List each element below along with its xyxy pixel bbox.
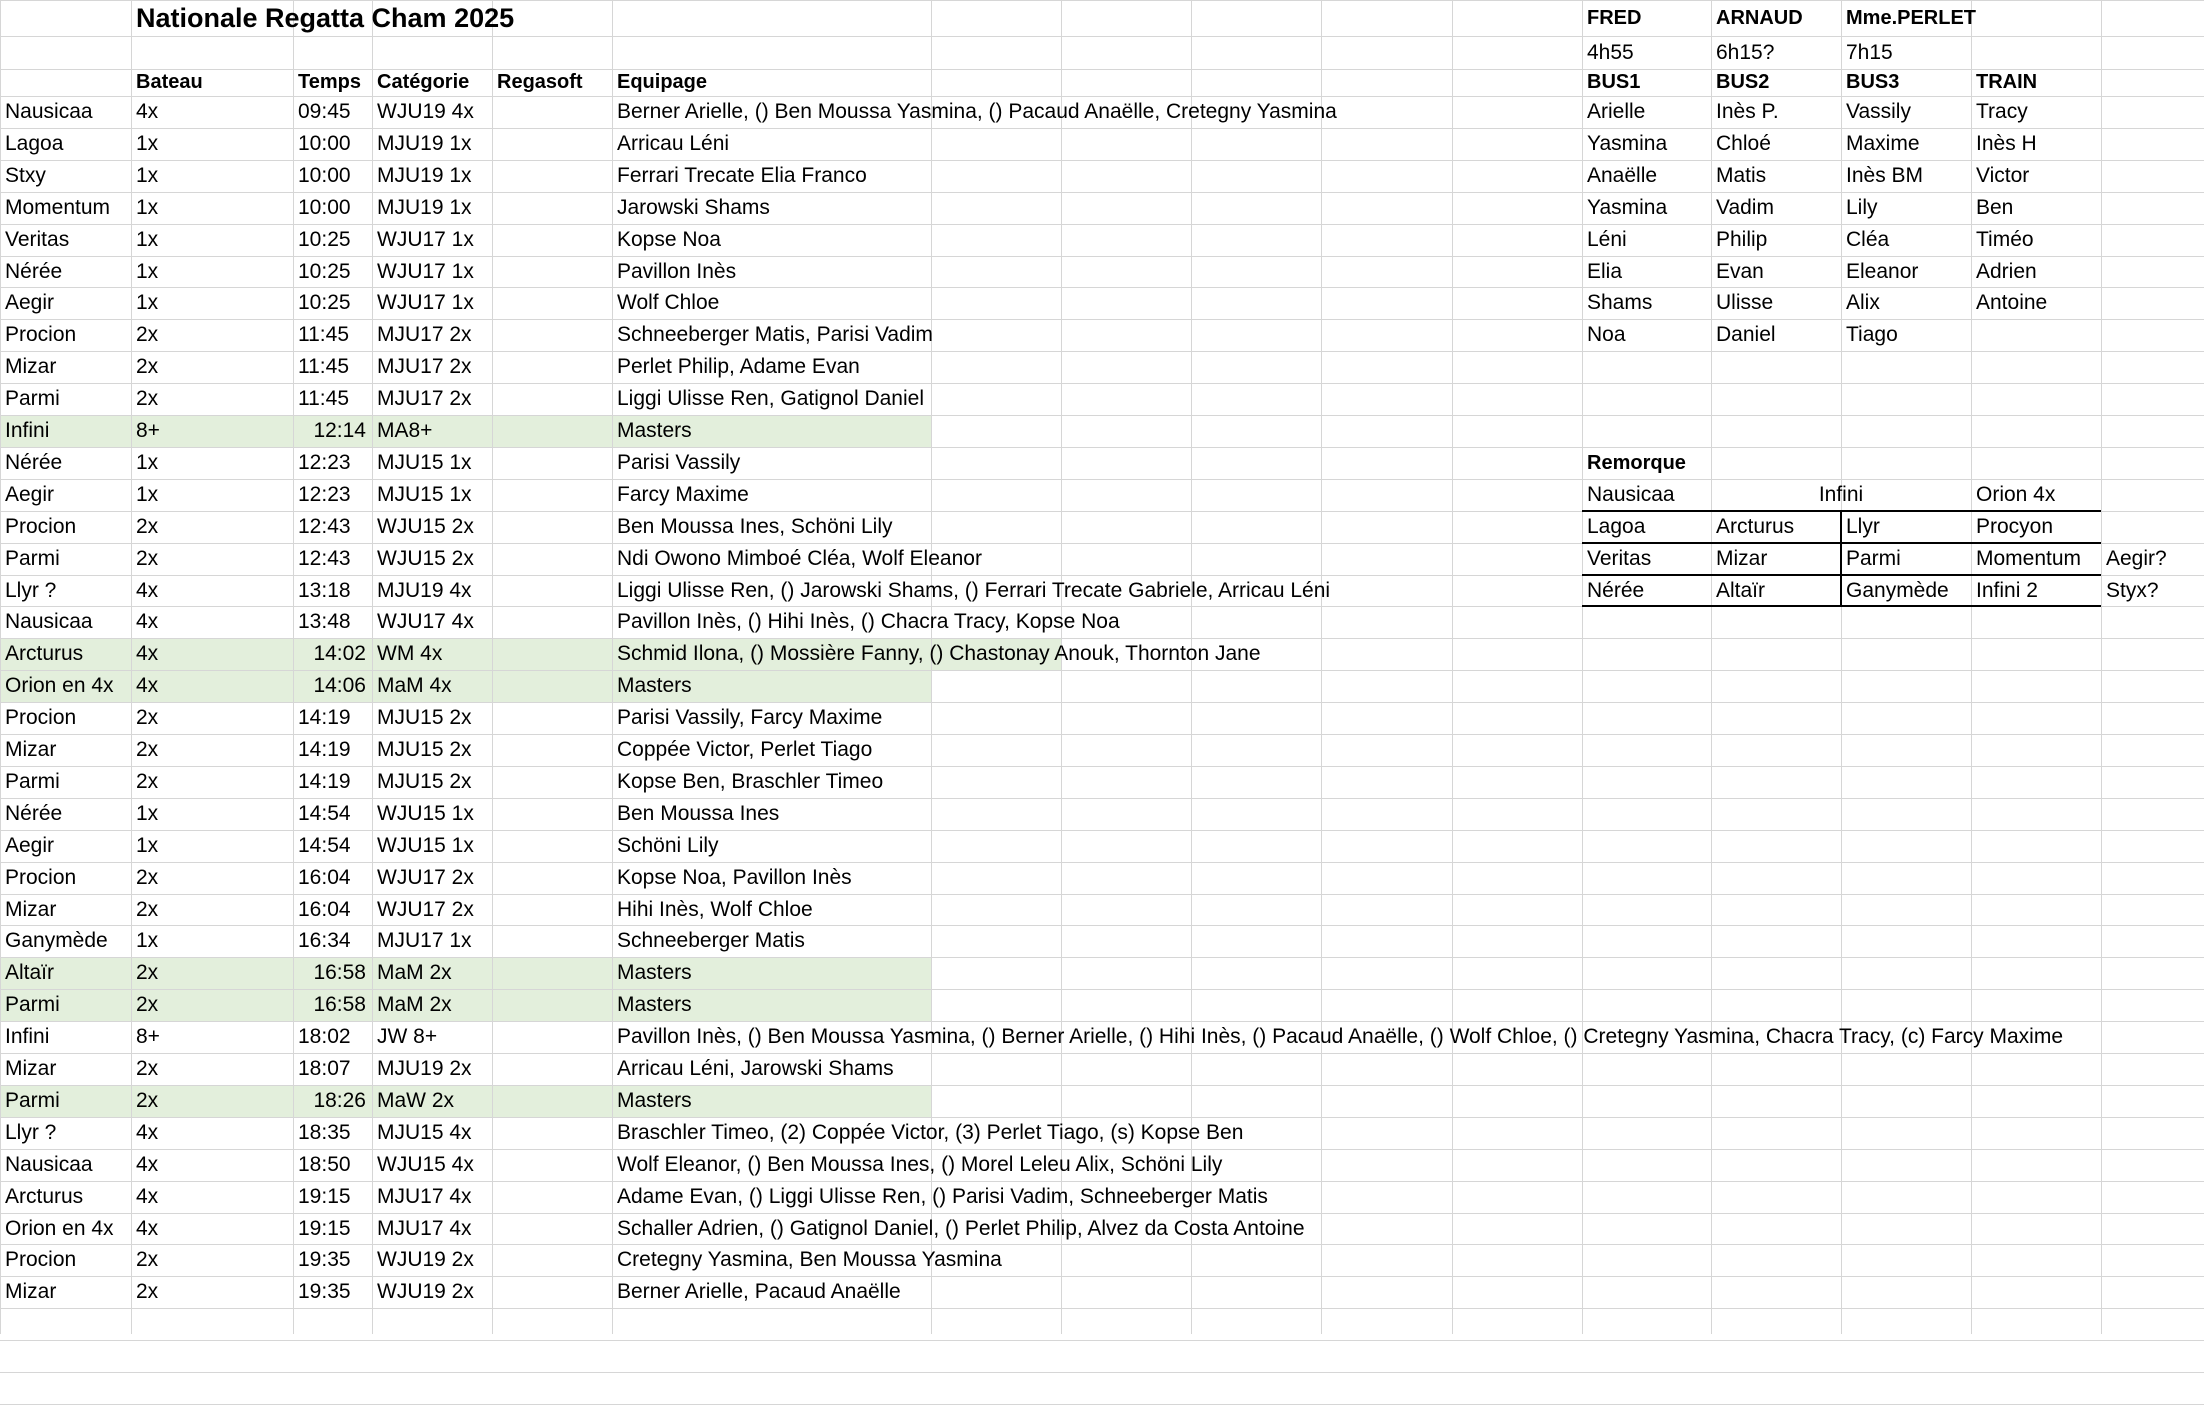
- boat-name-cell[interactable]: Infini: [5, 1025, 50, 1049]
- category-cell[interactable]: MJU19 1x: [377, 131, 472, 155]
- trailer-boat-cell[interactable]: Procyon: [1976, 514, 2054, 538]
- passenger-cell[interactable]: Inès H: [1976, 131, 2037, 155]
- passenger-cell[interactable]: Lily: [1846, 195, 1878, 219]
- boat-type-cell[interactable]: 1x: [136, 833, 159, 857]
- boat-type-cell[interactable]: 2x: [136, 323, 159, 347]
- driver-name-cell[interactable]: FRED: [1587, 7, 1642, 29]
- transport-header-cell[interactable]: TRAIN: [1976, 71, 2038, 93]
- boat-name-cell[interactable]: Procion: [5, 706, 77, 730]
- boat-type-cell[interactable]: 1x: [136, 131, 159, 155]
- passenger-cell[interactable]: Antoine: [1976, 291, 2048, 315]
- start-time-cell[interactable]: 11:45: [298, 387, 349, 411]
- boat-name-cell[interactable]: Infini: [5, 419, 50, 442]
- start-time-cell[interactable]: 16:04: [298, 865, 351, 889]
- trailer-boat-cell[interactable]: Arcturus: [1716, 514, 1795, 538]
- start-time-cell[interactable]: 18:07: [298, 1057, 351, 1080]
- trailer-boat-cell[interactable]: Parmi: [1846, 546, 1901, 570]
- passenger-cell[interactable]: Yasmina: [1587, 195, 1668, 219]
- category-cell[interactable]: JW 8+: [377, 1025, 438, 1049]
- boat-name-cell[interactable]: Parmi: [5, 993, 60, 1017]
- passenger-cell[interactable]: Ben: [1976, 195, 2014, 219]
- crew-cell[interactable]: Kopse Noa, Pavillon Inès: [617, 865, 852, 889]
- boat-name-cell[interactable]: Arcturus: [5, 1184, 84, 1208]
- boat-name-cell[interactable]: Parmi: [5, 546, 60, 570]
- crew-cell[interactable]: Masters: [617, 674, 692, 698]
- category-cell[interactable]: MJU15 2x: [377, 706, 472, 730]
- crew-cell[interactable]: Ben Moussa Ines, Schöni Lily: [617, 514, 893, 538]
- passenger-cell[interactable]: Vassily: [1846, 100, 1911, 123]
- boat-name-cell[interactable]: Parmi: [5, 769, 60, 793]
- boat-type-cell[interactable]: 1x: [136, 450, 159, 474]
- start-time-cell[interactable]: 16:58: [313, 961, 366, 985]
- crew-cell[interactable]: Wolf Chloe: [617, 291, 720, 315]
- boat-type-cell[interactable]: 2x: [136, 1057, 159, 1080]
- category-cell[interactable]: WJU19 4x: [377, 100, 474, 123]
- boat-name-cell[interactable]: Orion en 4x: [5, 674, 114, 698]
- passenger-cell[interactable]: Evan: [1716, 259, 1764, 283]
- boat-type-cell[interactable]: 8+: [136, 419, 160, 442]
- crew-cell[interactable]: Schöni Lily: [617, 833, 719, 857]
- driver-name-cell[interactable]: ARNAUD: [1716, 7, 1803, 29]
- category-cell[interactable]: MaM 2x: [377, 961, 452, 985]
- boat-type-cell[interactable]: 2x: [136, 387, 159, 411]
- grid-column-line: [2101, 0, 2102, 1334]
- start-time-cell[interactable]: 12:43: [298, 514, 351, 538]
- passenger-cell[interactable]: Léni: [1587, 227, 1627, 251]
- start-time-cell[interactable]: 10:00: [298, 131, 351, 155]
- category-cell[interactable]: WJU15 1x: [377, 801, 474, 825]
- boat-name-cell[interactable]: Nausicaa: [5, 610, 93, 634]
- boat-name-cell[interactable]: Nérée: [5, 259, 63, 283]
- crew-cell[interactable]: Schmid Ilona, () Mossière Fanny, () Chastonay Anouk, Thornton Jane: [617, 642, 1261, 666]
- start-time-cell[interactable]: 13:48: [298, 610, 351, 634]
- start-time-cell[interactable]: 12:23: [298, 450, 351, 474]
- boat-name-cell[interactable]: Orion en 4x: [5, 1216, 114, 1240]
- crew-cell[interactable]: Schneeberger Matis: [617, 929, 805, 953]
- grid-column-line: [0, 0, 1, 1334]
- grid-column-line: [1711, 0, 1712, 1334]
- boat-type-cell[interactable]: 2x: [136, 738, 159, 761]
- category-cell[interactable]: WJU19 2x: [377, 1248, 474, 1272]
- crew-cell[interactable]: Masters: [617, 1088, 692, 1112]
- boat-type-cell[interactable]: 2x: [136, 546, 159, 570]
- start-time-cell[interactable]: 09:45: [298, 100, 351, 123]
- category-cell[interactable]: WJU17 1x: [377, 259, 474, 283]
- boat-name-cell[interactable]: Mizar: [5, 738, 57, 761]
- category-cell[interactable]: MaW 2x: [377, 1088, 455, 1112]
- start-time-cell[interactable]: 16:58: [313, 993, 366, 1017]
- passenger-cell[interactable]: Timéo: [1976, 227, 2034, 251]
- start-time-cell[interactable]: 18:35: [298, 1120, 351, 1144]
- boat-type-cell[interactable]: 2x: [136, 1248, 159, 1272]
- passenger-cell[interactable]: Cléa: [1846, 227, 1890, 251]
- grid-column-line: [1452, 0, 1453, 1334]
- passenger-cell[interactable]: Shams: [1587, 291, 1653, 315]
- remorque-title[interactable]: Remorque: [1587, 451, 1686, 474]
- crew-cell[interactable]: Braschler Timeo, (2) Coppée Victor, (3) Perlet Tiago, (s) Kopse Ben: [617, 1120, 1244, 1144]
- boat-name-cell[interactable]: Procion: [5, 323, 77, 347]
- start-time-cell[interactable]: 12:23: [298, 482, 351, 506]
- start-time-cell[interactable]: 13:18: [298, 578, 351, 602]
- crew-cell[interactable]: Pavillon Inès, () Ben Moussa Yasmina, () Berner Arielle, () Hihi Inès, () Pacaud Anaëlle, () Wolf Chloe, () Cretegny Yasmina, Chacra Tracy, (c) Farcy Maxime: [617, 1025, 2064, 1049]
- boat-type-cell[interactable]: 2x: [136, 897, 159, 921]
- boat-name-cell[interactable]: Procion: [5, 514, 77, 538]
- crew-cell[interactable]: Parisi Vassily, Farcy Maxime: [617, 706, 883, 730]
- grid-column-line: [1582, 0, 1583, 1334]
- crew-cell[interactable]: Liggi Ulisse Ren, Gatignol Daniel: [617, 387, 924, 411]
- category-cell[interactable]: WJU17 1x: [377, 291, 474, 315]
- crew-cell[interactable]: Berner Arielle, Pacaud Anaëlle: [617, 1280, 901, 1304]
- boat-type-cell[interactable]: 4x: [136, 578, 159, 602]
- grid-column-line: [492, 0, 493, 1334]
- category-cell[interactable]: MJU15 1x: [377, 482, 472, 506]
- trailer-border: [1840, 511, 1842, 607]
- passenger-cell[interactable]: Vadim: [1716, 195, 1774, 219]
- category-cell[interactable]: MJU15 4x: [377, 1120, 472, 1144]
- trailer-boat-cell[interactable]: Momentum: [1976, 546, 2082, 570]
- passenger-cell[interactable]: Victor: [1976, 163, 2030, 187]
- crew-cell[interactable]: Schneeberger Matis, Parisi Vadim: [617, 323, 933, 347]
- trailer-boat-cell[interactable]: Infini 2: [1976, 578, 2038, 602]
- boat-name-cell[interactable]: Mizar: [5, 355, 57, 379]
- trailer-boat-cell[interactable]: Mizar: [1716, 546, 1768, 570]
- boat-name-cell[interactable]: Parmi: [5, 1088, 60, 1112]
- category-cell[interactable]: MJU15 2x: [377, 738, 472, 761]
- trailer-boat-cell[interactable]: Veritas: [1587, 546, 1652, 570]
- category-cell[interactable]: MJU19 1x: [377, 163, 472, 187]
- category-cell[interactable]: MJU19 4x: [377, 578, 472, 602]
- header-categorie[interactable]: Catégorie: [377, 71, 470, 93]
- boat-name-cell[interactable]: Procion: [5, 865, 77, 889]
- category-cell[interactable]: WJU17 1x: [377, 227, 474, 251]
- boat-type-cell[interactable]: 8+: [136, 1025, 160, 1049]
- crew-cell[interactable]: Jarowski Shams: [617, 195, 770, 219]
- boat-name-cell[interactable]: Llyr ?: [5, 1120, 57, 1144]
- crew-cell[interactable]: Liggi Ulisse Ren, () Jarowski Shams, () Ferrari Trecate Gabriele, Arricau Léni: [617, 578, 1331, 602]
- boat-type-cell[interactable]: 4x: [136, 642, 159, 666]
- grid-row-line: [0, 1308, 2204, 1309]
- grid-column-line: [612, 0, 613, 1334]
- boat-type-cell[interactable]: 4x: [136, 1184, 159, 1208]
- trailer-boat-cell[interactable]: Lagoa: [1587, 514, 1646, 538]
- boat-type-cell[interactable]: 4x: [136, 100, 159, 123]
- crew-cell[interactable]: Perlet Philip, Adame Evan: [617, 355, 860, 379]
- boat-name-cell[interactable]: Aegir: [5, 291, 55, 315]
- crew-cell[interactable]: Kopse Noa: [617, 227, 721, 251]
- boat-type-cell[interactable]: 2x: [136, 769, 159, 793]
- boat-name-cell[interactable]: Mizar: [5, 1057, 57, 1080]
- crew-cell[interactable]: Masters: [617, 961, 692, 985]
- category-cell[interactable]: WJU17 4x: [377, 610, 474, 634]
- category-cell[interactable]: WJU17 2x: [377, 897, 474, 921]
- boat-name-cell[interactable]: Nérée: [5, 450, 63, 474]
- start-time-cell[interactable]: 14:19: [298, 706, 351, 730]
- start-time-cell[interactable]: 14:06: [313, 674, 366, 698]
- start-time-cell[interactable]: 16:04: [298, 897, 351, 921]
- crew-cell[interactable]: Hihi Inès, Wolf Chloe: [617, 897, 813, 921]
- header-equipage[interactable]: Equipage: [617, 71, 708, 93]
- category-cell[interactable]: MJU17 4x: [377, 1184, 472, 1208]
- trailer-boat-cell[interactable]: Llyr: [1846, 514, 1880, 538]
- boat-type-cell[interactable]: 2x: [136, 355, 159, 379]
- driver-name-cell[interactable]: Mme.PERLET: [1846, 7, 1977, 29]
- grid-column-line: [372, 0, 373, 1334]
- transport-header-cell[interactable]: BUS2: [1716, 71, 1770, 93]
- start-time-cell[interactable]: 14:02: [313, 642, 366, 666]
- crew-cell[interactable]: Coppée Victor, Perlet Tiago: [617, 738, 873, 761]
- category-cell[interactable]: WJU15 2x: [377, 514, 474, 538]
- boat-name-cell[interactable]: Nausicaa: [5, 100, 93, 123]
- start-time-cell[interactable]: 10:00: [298, 163, 351, 187]
- start-time-cell[interactable]: 16:34: [298, 929, 351, 953]
- trailer-boat-cell[interactable]: Infini: [1818, 482, 1864, 506]
- grid-column-line: [1841, 0, 1842, 1334]
- crew-cell[interactable]: Ndi Owono Mimboé Cléa, Wolf Eleanor: [617, 546, 982, 570]
- passenger-cell[interactable]: Tracy: [1976, 100, 2028, 123]
- crew-cell[interactable]: Parisi Vassily: [617, 450, 741, 474]
- passenger-cell[interactable]: Yasmina: [1587, 131, 1668, 155]
- boat-type-cell[interactable]: 4x: [136, 674, 159, 698]
- passenger-cell[interactable]: Inès BM: [1846, 163, 1924, 187]
- boat-type-cell[interactable]: 2x: [136, 1088, 159, 1112]
- grid-column-line: [1321, 0, 1322, 1334]
- boat-name-cell[interactable]: Procion: [5, 1248, 77, 1272]
- category-cell[interactable]: MA8+: [377, 419, 433, 442]
- passenger-cell[interactable]: Alix: [1846, 291, 1880, 315]
- boat-type-cell[interactable]: 2x: [136, 961, 159, 985]
- crew-cell[interactable]: Wolf Eleanor, () Ben Moussa Ines, () Morel Leleu Alix, Schöni Lily: [617, 1152, 1223, 1176]
- crew-cell[interactable]: Kopse Ben, Braschler Timeo: [617, 769, 884, 793]
- start-time-cell[interactable]: 18:26: [313, 1088, 366, 1112]
- category-cell[interactable]: MJU17 2x: [377, 387, 472, 411]
- category-cell[interactable]: MJU19 1x: [377, 195, 472, 219]
- passenger-cell[interactable]: Matis: [1716, 163, 1767, 187]
- boat-type-cell[interactable]: 2x: [136, 865, 159, 889]
- transport-header-cell[interactable]: BUS1: [1587, 71, 1641, 93]
- start-time-cell[interactable]: 10:25: [298, 259, 351, 283]
- start-time-cell[interactable]: 14:54: [298, 801, 351, 825]
- category-cell[interactable]: WJU15 1x: [377, 833, 474, 857]
- boat-type-cell[interactable]: 2x: [136, 514, 159, 538]
- grid-row-line: [0, 1340, 2204, 1341]
- boat-name-cell[interactable]: Llyr ?: [5, 578, 57, 602]
- crew-cell[interactable]: Pavillon Inès: [617, 259, 737, 283]
- crew-cell[interactable]: Masters: [617, 993, 692, 1017]
- category-cell[interactable]: MJU17 4x: [377, 1216, 472, 1240]
- boat-name-cell[interactable]: Lagoa: [5, 131, 64, 155]
- boat-type-cell[interactable]: 1x: [136, 163, 159, 187]
- boat-type-cell[interactable]: 1x: [136, 801, 159, 825]
- passenger-cell[interactable]: Chloé: [1716, 131, 1771, 155]
- trailer-boat-cell[interactable]: Altaïr: [1716, 578, 1766, 602]
- boat-name-cell[interactable]: Momentum: [5, 195, 111, 219]
- start-time-cell[interactable]: 11:45: [298, 355, 349, 379]
- boat-name-cell[interactable]: Mizar: [5, 897, 57, 921]
- boat-type-cell[interactable]: 2x: [136, 993, 159, 1017]
- boat-type-cell[interactable]: 4x: [136, 1216, 159, 1240]
- boat-type-cell[interactable]: 4x: [136, 610, 159, 634]
- boat-type-cell[interactable]: 1x: [136, 259, 159, 283]
- start-time-cell[interactable]: 14:19: [298, 738, 351, 761]
- category-cell[interactable]: MaM 4x: [377, 674, 452, 698]
- start-time-cell[interactable]: 18:50: [298, 1152, 351, 1176]
- crew-cell[interactable]: Ferrari Trecate Elia Franco: [617, 163, 867, 187]
- boat-name-cell[interactable]: Aegir: [5, 482, 55, 506]
- passenger-cell[interactable]: Inès P.: [1716, 100, 1779, 123]
- boat-name-cell[interactable]: Arcturus: [5, 642, 84, 666]
- start-time-cell[interactable]: 19:15: [298, 1184, 351, 1208]
- category-cell[interactable]: MJU15 1x: [377, 450, 472, 474]
- header-regasoft[interactable]: Regasoft: [497, 71, 583, 93]
- boat-name-cell[interactable]: Mizar: [5, 1280, 57, 1304]
- boat-name-cell[interactable]: Nérée: [5, 801, 63, 825]
- start-time-cell[interactable]: 10:25: [298, 291, 351, 315]
- start-time-cell[interactable]: 19:35: [298, 1248, 351, 1272]
- start-time-cell[interactable]: 11:45: [298, 323, 349, 347]
- start-time-cell[interactable]: 14:54: [298, 833, 351, 857]
- category-cell[interactable]: WJU17 2x: [377, 865, 474, 889]
- passenger-cell[interactable]: Elia: [1587, 259, 1623, 283]
- category-cell[interactable]: WJU15 2x: [377, 546, 474, 570]
- start-time-cell[interactable]: 19:35: [298, 1280, 351, 1304]
- trailer-boat-cell[interactable]: Nausicaa: [1587, 482, 1675, 506]
- departure-time-cell[interactable]: 4h55: [1587, 41, 1634, 64]
- boat-name-cell[interactable]: Stxy: [5, 163, 46, 187]
- grid-row-line: [0, 1372, 2204, 1373]
- grid-column-line: [131, 0, 132, 1334]
- departure-time-cell[interactable]: 7h15: [1846, 41, 1893, 64]
- category-cell[interactable]: MaM 2x: [377, 993, 452, 1017]
- header-bateau[interactable]: Bateau: [136, 71, 203, 93]
- sheet-title[interactable]: Nationale Regatta Cham 2025: [136, 3, 515, 33]
- category-cell[interactable]: MJU19 2x: [377, 1057, 472, 1080]
- boat-type-cell[interactable]: 4x: [136, 1152, 159, 1176]
- trailer-boat-cell[interactable]: Styx?: [2106, 578, 2159, 602]
- start-time-cell[interactable]: 10:00: [298, 195, 351, 219]
- category-cell[interactable]: MJU17 1x: [377, 929, 472, 953]
- passenger-cell[interactable]: Daniel: [1716, 323, 1776, 347]
- category-cell[interactable]: MJU17 2x: [377, 355, 472, 379]
- passenger-cell[interactable]: Maxime: [1846, 131, 1920, 155]
- boat-name-cell[interactable]: Veritas: [5, 227, 70, 251]
- category-cell[interactable]: WM 4x: [377, 642, 443, 666]
- boat-name-cell[interactable]: Nausicaa: [5, 1152, 93, 1176]
- transport-header-cell[interactable]: BUS3: [1846, 71, 1900, 93]
- boat-type-cell[interactable]: 1x: [136, 227, 159, 251]
- boat-type-cell[interactable]: 4x: [136, 1120, 159, 1144]
- crew-cell[interactable]: Arricau Léni: [617, 131, 730, 155]
- category-cell[interactable]: WJU19 2x: [377, 1280, 474, 1304]
- start-time-cell[interactable]: 14:19: [298, 769, 351, 793]
- passenger-cell[interactable]: Ulisse: [1716, 291, 1774, 315]
- boat-type-cell[interactable]: 1x: [136, 291, 159, 315]
- category-cell[interactable]: MJU15 2x: [377, 769, 472, 793]
- start-time-cell[interactable]: 12:43: [298, 546, 351, 570]
- passenger-cell[interactable]: Arielle: [1587, 100, 1646, 123]
- crew-cell[interactable]: Arricau Léni, Jarowski Shams: [617, 1057, 894, 1080]
- header-temps[interactable]: Temps: [298, 71, 361, 93]
- boat-type-cell[interactable]: 2x: [136, 706, 159, 730]
- grid-column-line: [1971, 0, 1972, 1334]
- crew-cell[interactable]: Cretegny Yasmina, Ben Moussa Yasmina: [617, 1248, 1002, 1272]
- category-cell[interactable]: WJU15 4x: [377, 1152, 474, 1176]
- crew-cell[interactable]: Masters: [617, 419, 692, 442]
- crew-cell[interactable]: Adame Evan, () Liggi Ulisse Ren, () Parisi Vadim, Schneeberger Matis: [617, 1184, 1268, 1208]
- start-time-cell[interactable]: 10:25: [298, 227, 351, 251]
- boat-name-cell[interactable]: Altaïr: [5, 961, 55, 985]
- passenger-cell[interactable]: Anaëlle: [1587, 163, 1658, 187]
- passenger-cell[interactable]: Tiago: [1846, 323, 1898, 347]
- start-time-cell[interactable]: 18:02: [298, 1025, 351, 1049]
- crew-cell[interactable]: Berner Arielle, () Ben Moussa Yasmina, () Pacaud Anaëlle, Cretegny Yasmina: [617, 100, 1337, 123]
- passenger-cell[interactable]: Eleanor: [1846, 259, 1919, 283]
- crew-cell[interactable]: Pavillon Inès, () Hihi Inès, () Chacra Tracy, Kopse Noa: [617, 610, 1120, 634]
- departure-time-cell[interactable]: 6h15?: [1716, 41, 1775, 64]
- category-cell[interactable]: MJU17 2x: [377, 323, 472, 347]
- boat-type-cell[interactable]: 1x: [136, 482, 159, 506]
- start-time-cell[interactable]: 12:14: [313, 419, 366, 442]
- crew-cell[interactable]: Ben Moussa Ines: [617, 801, 780, 825]
- boat-name-cell[interactable]: Parmi: [5, 387, 60, 411]
- passenger-cell[interactable]: Philip: [1716, 227, 1768, 251]
- trailer-boat-cell[interactable]: Aegir?: [2106, 546, 2167, 570]
- passenger-cell[interactable]: Adrien: [1976, 259, 2037, 283]
- passenger-cell[interactable]: Noa: [1587, 323, 1626, 347]
- trailer-boat-cell[interactable]: Ganymède: [1846, 578, 1949, 602]
- crew-cell[interactable]: Farcy Maxime: [617, 482, 749, 506]
- boat-name-cell[interactable]: Ganymède: [5, 929, 108, 953]
- boat-type-cell[interactable]: 1x: [136, 195, 159, 219]
- boat-name-cell[interactable]: Aegir: [5, 833, 55, 857]
- trailer-boat-cell[interactable]: Orion 4x: [1976, 482, 2056, 506]
- boat-type-cell[interactable]: 2x: [136, 1280, 159, 1304]
- boat-type-cell[interactable]: 1x: [136, 929, 159, 953]
- start-time-cell[interactable]: 19:15: [298, 1216, 351, 1240]
- crew-cell[interactable]: Schaller Adrien, () Gatignol Daniel, () Perlet Philip, Alvez da Costa Antoine: [617, 1216, 1305, 1240]
- trailer-boat-cell[interactable]: Nérée: [1587, 578, 1645, 602]
